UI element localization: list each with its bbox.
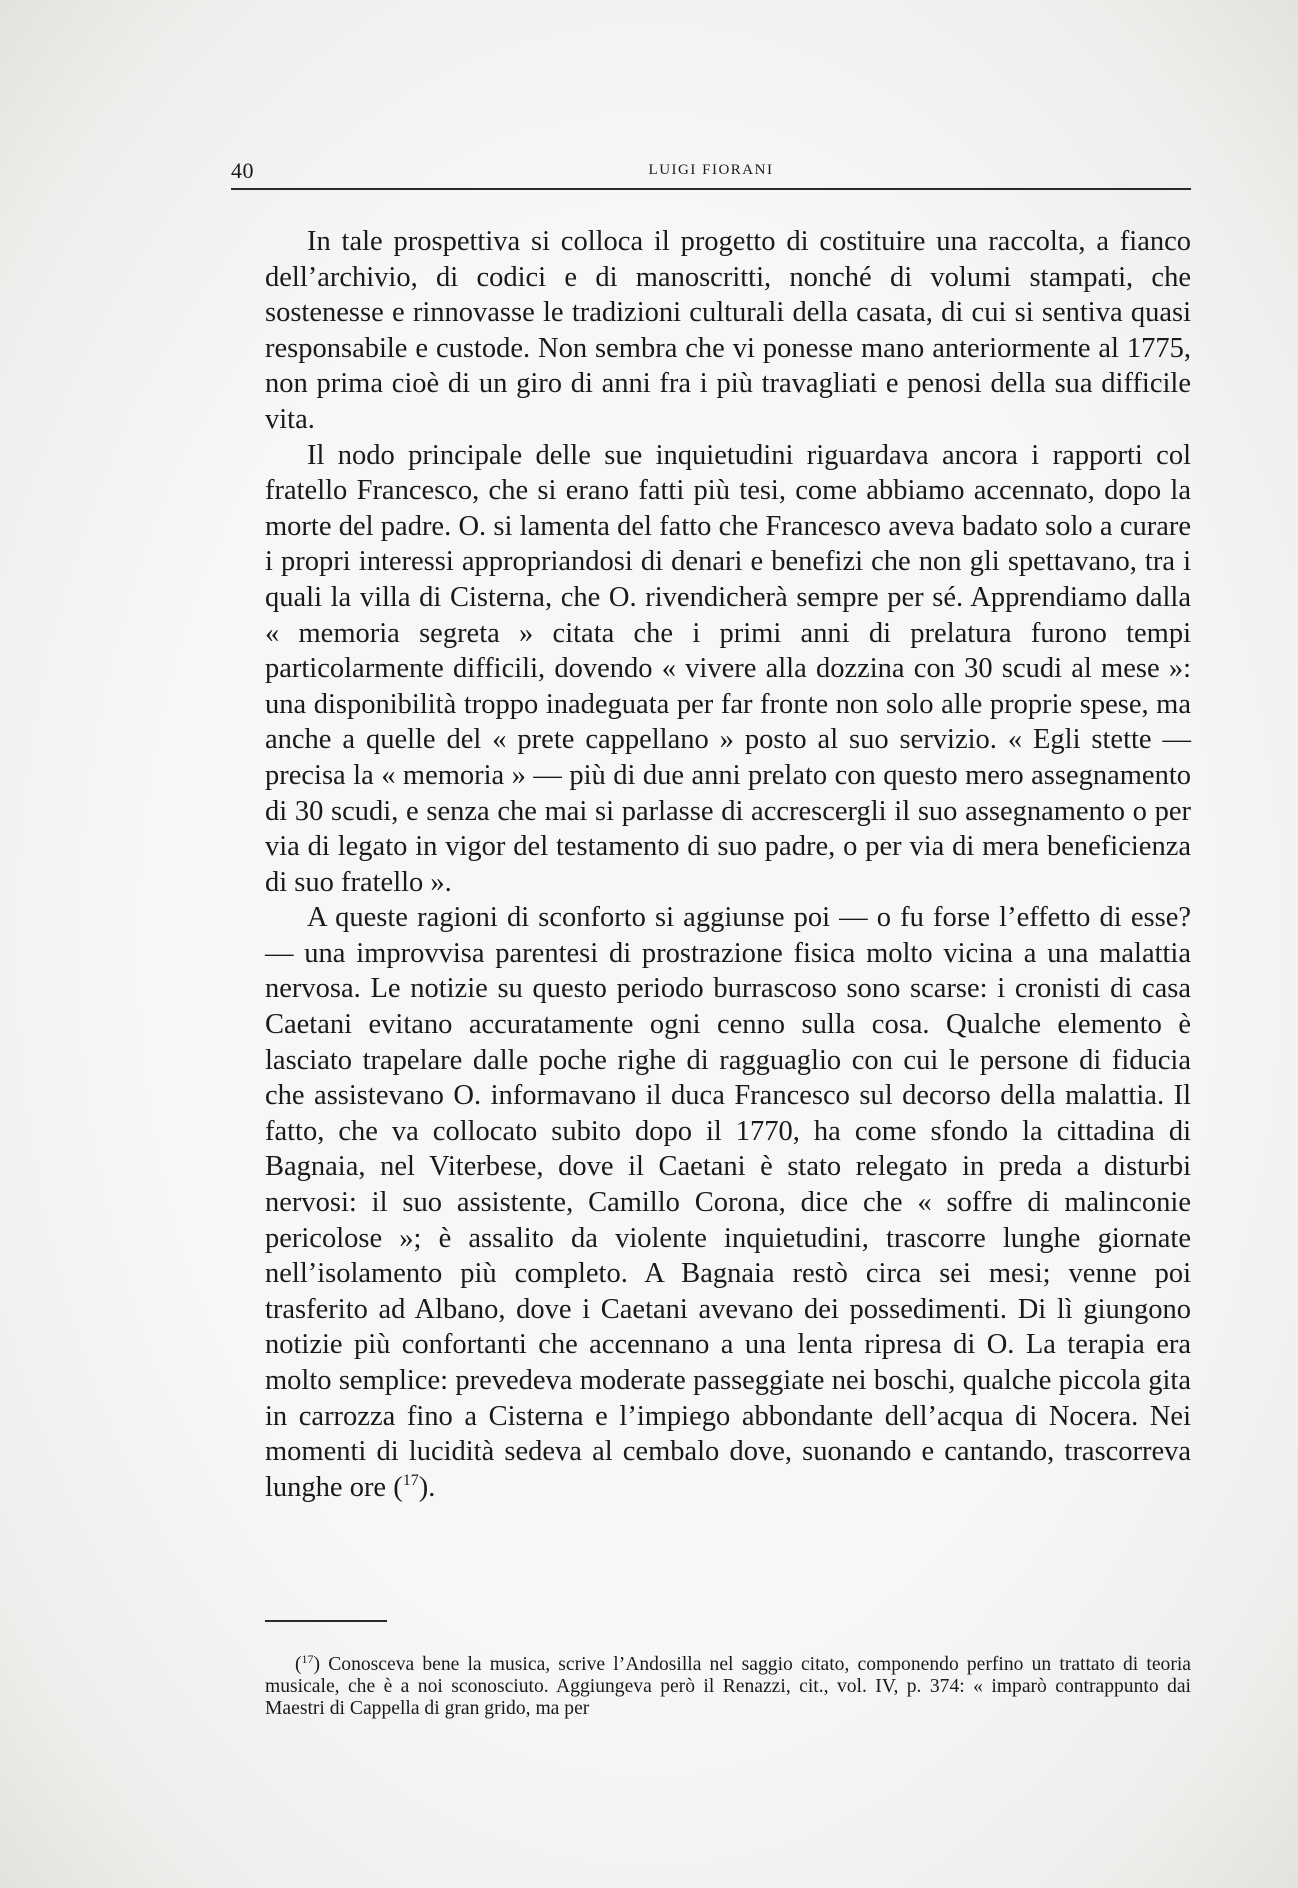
- paragraph-2: Il nodo principale delle sue inquietudini riguardava ancora i rapporti col fratello Francesco, che si erano fatti più tesi, come abbiamo accennato, dopo la morte del padre. O. si lamenta del fatto che Francesco aveva badato solo a curare i propri interessi appropriandosi di denari e benefizi che non gli spettavano, tra i quali la villa di Cisterna, che O. rivendicherà sempre per sé. Apprendiamo dalla « memoria segreta » citata che i primi anni di prelatura furono tempi particolarmente difficili, dovendo « vivere alla dozzina con 30 scudi al mese »: una disponibilità troppo inadeguata per far fronte non solo alle proprie spese, ma anche a quelle del « prete cappellano » posto al suo servizio. « Egli stette — precisa la « memoria » — più di due anni prelato con questo mero assegnamento di 30 scudi, e senza che mai si parlasse di accrescergli il suo assegnamento o per via di legato in vigor del testamento di suo padre, o per via di mera beneficienza di suo fratello ».: [265, 439, 1191, 898]
- footnote-text: Conosceva bene la musica, scrive l’Andosilla nel saggio citato, componendo perfino un trattato di teoria musicale, che è a noi sconosciuto. Aggiungeva però il Renazzi, cit., vol. IV, p. 374: « imparò contrappunto dai Maestri di Cappella di gran grido, ma per: [265, 1654, 1191, 1719]
- footnote-separator: [265, 1620, 387, 1622]
- paragraph-3-close: ).: [418, 1471, 436, 1503]
- body-text: [265, 224, 1191, 1505]
- running-head: LUIGI FIORANI: [648, 162, 774, 178]
- footnote-open-paren: (: [295, 1654, 302, 1675]
- footnote-reference: 17: [402, 1471, 419, 1489]
- footnote: [265, 1654, 1191, 1720]
- paragraph-3: [265, 900, 1191, 1505]
- paragraph-3-text: A queste ragioni di sconforto si aggiunse poi — o fu forse l’effetto di esse? — una improvvisa parentesi di prostrazione fisica molto vicina a una malattia nervosa. Le notizie su questo periodo burrascoso sono scarse: i cronisti di casa Caetani evitano accuratamente ogni cenno sulla cosa. Qualche elemento è lasciato trapelare dalle poche righe di ragguaglio con cui le persone di fiducia che assistevano O. informavano il duca Francesco sul decorso della malattia. Il fatto, che va collocato subito dopo il 1770, ha come sfondo la cittadina di Bagnaia, nel Viterbese, dove il Caetani è stato relegato in preda a disturbi nervosi: il suo assistente, Camillo Corona, dice che « soffre di malinconie pericolose »; è assalito da violente inquietudini, trascorre lunghe giornate nell’isolamento più completo. A Bagnaia restò circa sei mesi; venne poi trasferito ad Albano, dove i Caetani avevano dei possedimenti. Di lì giungono notizie più confortanti che accennano a una lenta ripresa di O. La terapia era molto semplice: prevedeva moderate passeggiate nei boschi, qualche piccola gita in carrozza fino a Cisterna e l’impiego abbondante dell’acqua di Nocera. Nei momenti di lucidità sedeva al cembalo dove, suonando e cantando, trascorreva lunghe ore (: [265, 902, 1191, 1503]
- footnote-close-paren: ): [313, 1654, 321, 1675]
- paragraph-1: In tale prospettiva si colloca il progetto di costituire una raccolta, a fianco dell’archivio, di codici e di manoscritti, nonché di volumi stampati, che sostenesse e rinnovasse le tradizioni culturali della casata, di cui si sentiva quasi responsabile e custode. Non sembra che vi ponesse mano anteriormente al 1775, non prima cioè di un giro di anni fra i più travagliati e penosi della sua difficile vita.: [265, 226, 1191, 435]
- page-number: 40: [231, 158, 254, 183]
- footnote-number: 17: [301, 1652, 314, 1666]
- page-header: [231, 158, 1191, 190]
